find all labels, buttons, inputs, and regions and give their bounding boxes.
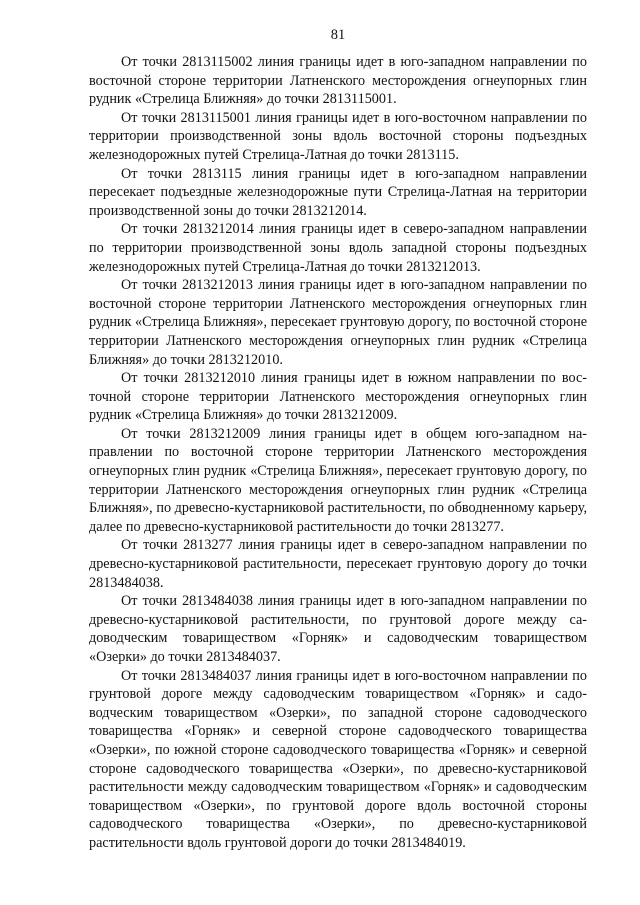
paragraph: От точки 2813115001 линия границы идет в юго-восточном направлении по территории производственной зоны вдоль восточной стороны подъездных железнодорожных путей Стрелица-Латная до точки 2813115. [89,109,587,163]
paragraph: От точки 2813212014 линия границы идет в северо-западном направлении по территории производственной зоны вдоль западной стороны подъездных железнодорожных путей Стрелица-Латная до точки 2813212013. [89,221,587,275]
paragraph: От точки 2813484038 линия границы идет в юго-западном направлении по древесно-кустарниковой растительности, по грунтовой дороге между садоводческим товариществом «Горняк» и садоводческим товариществом «Озерки» до точки 2813484037. [89,593,587,665]
paragraph: От точки 2813212009 линия границы идет в общем юго-западном направлении по восточной стороне территории Латненского месторождения огнеупорных глин рудник «Стрелица Ближняя», пересекает грунтовую дорогу, по территории Латненского месторождения огнеупорных глин рудник «Стрелица Ближняя», по древесно-кустарниковой растительности, по обводненному карьеру, далее по древесно-кустарниковой растительности до точки 2813277. [89,425,587,535]
paragraph: От точки 2813212013 линия границы идет в юго-западном направлении по восточной стороне территории Латненского месторождения огнеупорных глин рудник «Стрелица Ближняя», пересекает грунтовую дорогу, по восточной стороне территории Латненского месторождения огнеупорных глин рудник «Стрелица Ближняя» до точки 2813212010. [89,277,587,368]
paragraph: От точки 2813115002 линия границы идет в юго-западном направлении по восточной стороне территории Латненского месторождения огнеупорных глин рудник «Стрелица Ближняя» до точки 2813115001. [89,54,587,108]
paragraph: От точки 2813212010 линия границы идет в южном направлении по восточной стороне территории Латненского месторождения огнеупорных глин рудник «Стрелица Ближняя» до точки 2813212009. [89,370,587,424]
paragraph: От точки 2813277 линия границы идет в северо-западном направлении по древесно-кустарниковой растительности, пересекает грунтовую дорогу до точки 2813484038. [89,537,587,591]
paragraph: От точки 2813484037 линия границы идет в юго-восточном направлении по грунтовой дороге между садоводческим товариществом «Горняк» и садоводческим товариществом «Озерки», по западной стороне садоводческого товарищества «Горняк» и северной стороне садоводческого товарищества «Озерки», по южной стороне садоводческого товарищества «Горняк» и северной стороне садоводческого товарищества «Озерки», по древесно-кустарниковой растительности между садоводческим товариществом «Горняк» и садоводческим товариществом «Озерки», по грунтовой дороге вдоль восточной стороны садоводческого товарищества «Озерки», по древесно-кустарниковой растительности вдоль грунтовой дороги до точки 2813484019. [89,667,587,851]
page-number: 81 [330,27,346,43]
paragraph: От точки 2813115 линия границы идет в юго-западном направлении пересекает подъездные железнодорожные пути Стрелица-Латная на территории производственной зоны до точки 2813212014. [89,165,587,219]
